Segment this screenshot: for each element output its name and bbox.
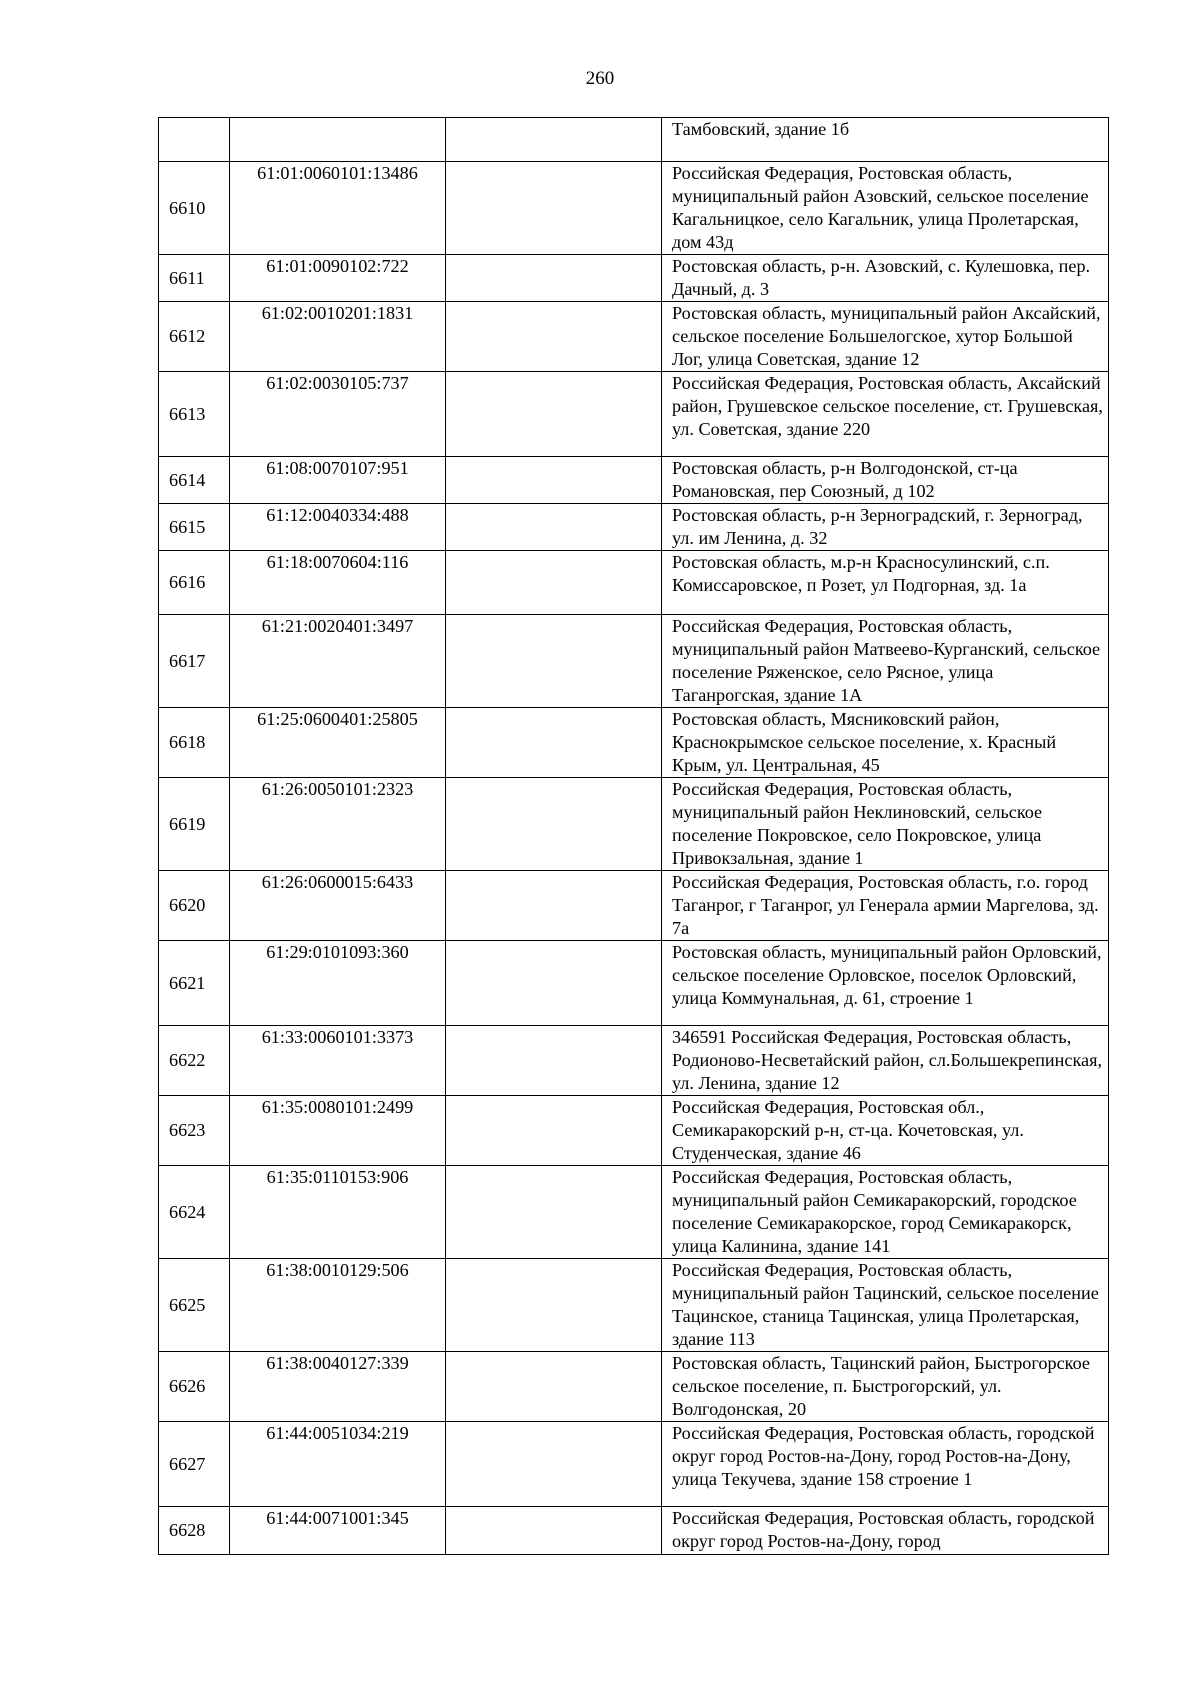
empty-cell — [446, 1352, 662, 1422]
cadastral-number: 61:02:0030105:737 — [230, 372, 446, 457]
cadastral-number: 61:01:0060101:13486 — [230, 162, 446, 255]
row-number: 6614 — [159, 457, 230, 504]
table-row — [159, 1259, 1109, 1352]
row-number: 6625 — [159, 1259, 230, 1352]
row-number: 6623 — [159, 1096, 230, 1166]
address: Российская Федерация, Ростовская область, муниципальный район Семикаракорский, городское поселение Семикаракорское, город Семикаракорск, улица Калинина, здание 141 — [662, 1166, 1109, 1259]
row-number: 6612 — [159, 302, 230, 372]
empty-cell — [446, 778, 662, 871]
table-row — [159, 871, 1109, 941]
empty-cell — [446, 302, 662, 372]
row-number: 6624 — [159, 1166, 230, 1259]
address: Ростовская область, муниципальный район Аксайский, сельское поселение Большелогское, хутор Большой Лог, улица Советская, здание 12 — [662, 302, 1109, 372]
empty-cell — [446, 1166, 662, 1259]
row-number: 6627 — [159, 1422, 230, 1507]
table-row — [159, 708, 1109, 778]
row-number — [159, 118, 230, 162]
row-number: 6618 — [159, 708, 230, 778]
cadastral-number: 61:44:0071001:345 — [230, 1507, 446, 1555]
empty-cell — [446, 941, 662, 1026]
address: 346591 Российская Федерация, Ростовская область, Родионово-Несветайский район, сл.Большекрепинская, ул. Ленина, здание 12 — [662, 1026, 1109, 1096]
table-row — [159, 778, 1109, 871]
address: Российская Федерация, Ростовская область, городской округ город Ростов-на-Дону, город Ростов-на-Дону, улица Текучева, здание 158 строение 1 — [662, 1422, 1109, 1507]
empty-cell — [446, 1422, 662, 1507]
row-number: 6615 — [159, 504, 230, 551]
empty-cell — [446, 1096, 662, 1166]
cadastral-number: 61:35:0080101:2499 — [230, 1096, 446, 1166]
table-row — [159, 551, 1109, 615]
cadastral-number: 61:18:0070604:116 — [230, 551, 446, 615]
address: Российская Федерация, Ростовская область, муниципальный район Азовский, сельское поселение Кагальницкое, село Кагальник, улица Пролетарская, дом 43д — [662, 162, 1109, 255]
cadastral-number: 61:26:0600015:6433 — [230, 871, 446, 941]
address: Ростовская область, Тацинский район, Быстрогорское сельское поселение, п. Быстрогорский, ул. Волгодонская, 20 — [662, 1352, 1109, 1422]
table-row — [159, 1507, 1109, 1555]
empty-cell — [446, 871, 662, 941]
address: Российская Федерация, Ростовская область, муниципальный район Неклиновский, сельское поселение Покровское, село Покровское, улица Привокзальная, здание 1 — [662, 778, 1109, 871]
registry-table-body — [159, 118, 1109, 1555]
address: Ростовская область, муниципальный район Орловский, сельское поселение Орловское, поселок Орловский, улица Коммунальная, д. 61, строение 1 — [662, 941, 1109, 1026]
empty-cell — [446, 372, 662, 457]
address: Российская Федерация, Ростовская область, городской округ город Ростов-на-Дону, город — [662, 1507, 1109, 1555]
empty-cell — [446, 118, 662, 162]
table-row — [159, 504, 1109, 551]
empty-cell — [446, 1259, 662, 1352]
row-number: 6619 — [159, 778, 230, 871]
address: Ростовская область, м.р-н Красносулинский, с.п. Комиссаровское, п Розет, ул Подгорная, зд. 1а — [662, 551, 1109, 615]
row-number: 6616 — [159, 551, 230, 615]
row-number: 6626 — [159, 1352, 230, 1422]
empty-cell — [446, 615, 662, 708]
address: Российская Федерация, Ростовская область, г.о. город Таганрог, г Таганрог, ул Генерала армии Маргелова, зд. 7а — [662, 871, 1109, 941]
cadastral-number: 61:33:0060101:3373 — [230, 1026, 446, 1096]
cadastral-number: 61:44:0051034:219 — [230, 1422, 446, 1507]
row-number: 6617 — [159, 615, 230, 708]
cadastral-number: 61:38:0040127:339 — [230, 1352, 446, 1422]
empty-cell — [446, 1026, 662, 1096]
row-number: 6610 — [159, 162, 230, 255]
row-number: 6622 — [159, 1026, 230, 1096]
row-number: 6620 — [159, 871, 230, 941]
address: Тамбовский, здание 1б — [662, 118, 1109, 162]
row-number: 6628 — [159, 1507, 230, 1555]
empty-cell — [446, 708, 662, 778]
cadastral-number: 61:12:0040334:488 — [230, 504, 446, 551]
cadastral-number: 61:38:0010129:506 — [230, 1259, 446, 1352]
address: Ростовская область, р-н Волгодонской, ст-ца Романовская, пер Союзный, д 102 — [662, 457, 1109, 504]
cadastral-number: 61:25:0600401:25805 — [230, 708, 446, 778]
table-row — [159, 941, 1109, 1026]
cadastral-number: 61:35:0110153:906 — [230, 1166, 446, 1259]
table-row — [159, 457, 1109, 504]
cadastral-number: 61:26:0050101:2323 — [230, 778, 446, 871]
empty-cell — [446, 504, 662, 551]
empty-cell — [446, 457, 662, 504]
cadastral-number: 61:08:0070107:951 — [230, 457, 446, 504]
table-row — [159, 255, 1109, 302]
address: Ростовская область, р-н Зерноградский, г. Зерноград, ул. им Ленина, д. 32 — [662, 504, 1109, 551]
address: Российская Федерация, Ростовская область, муниципальный район Матвеево-Курганский, сельское поселение Ряженское, село Рясное, улица Таганрогская, здание 1А — [662, 615, 1109, 708]
cadastral-number: 61:01:0090102:722 — [230, 255, 446, 302]
table-row — [159, 302, 1109, 372]
table-row — [159, 615, 1109, 708]
empty-cell — [446, 551, 662, 615]
page-number: 260 — [585, 68, 615, 89]
table-row — [159, 1166, 1109, 1259]
table-row — [159, 1026, 1109, 1096]
table-row — [159, 162, 1109, 255]
cadastral-number: 61:21:0020401:3497 — [230, 615, 446, 708]
table-row — [159, 1422, 1109, 1507]
address: Ростовская область, Мясниковский район, Краснокрымское сельское поселение, х. Красный Крым, ул. Центральная, 45 — [662, 708, 1109, 778]
address: Ростовская область, р-н. Азовский, с. Кулешовка, пер. Дачный, д. 3 — [662, 255, 1109, 302]
table-row — [159, 1352, 1109, 1422]
empty-cell — [446, 1507, 662, 1555]
row-number: 6613 — [159, 372, 230, 457]
table-row — [159, 372, 1109, 457]
table-row — [159, 118, 1109, 162]
address: Российская Федерация, Ростовская область, Аксайский район, Грушевское сельское поселение, ст. Грушевская, ул. Советская, здание 220 — [662, 372, 1109, 457]
registry-table — [158, 117, 1109, 1555]
cadastral-number — [230, 118, 446, 162]
address: Российская Федерация, Ростовская область, муниципальный район Тацинский, сельское поселение Тацинское, станица Тацинская, улица Пролетарская, здание 113 — [662, 1259, 1109, 1352]
cadastral-number: 61:02:0010201:1831 — [230, 302, 446, 372]
table-row — [159, 1096, 1109, 1166]
row-number: 6621 — [159, 941, 230, 1026]
address: Российская Федерация, Ростовская обл., Семикаракорский р-н, ст-ца. Кочетовская, ул. Студенческая, здание 46 — [662, 1096, 1109, 1166]
cadastral-number: 61:29:0101093:360 — [230, 941, 446, 1026]
empty-cell — [446, 162, 662, 255]
row-number: 6611 — [159, 255, 230, 302]
empty-cell — [446, 255, 662, 302]
